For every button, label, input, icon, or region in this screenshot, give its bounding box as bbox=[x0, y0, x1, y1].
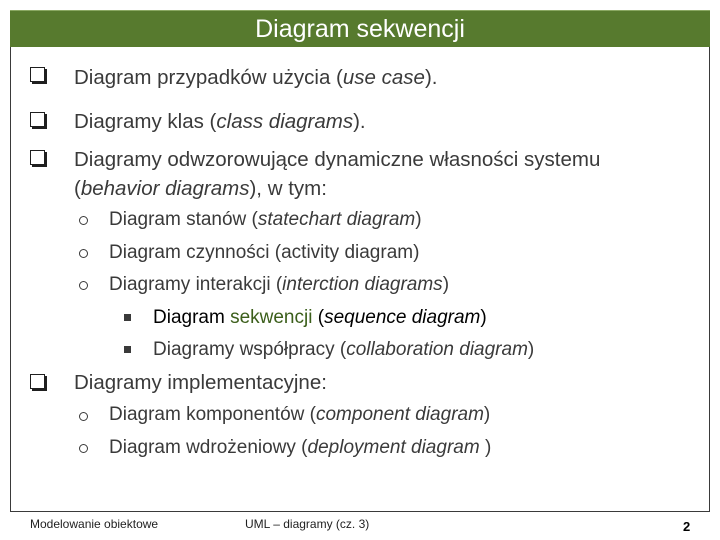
checkbox-bullet-icon bbox=[30, 374, 45, 389]
item-interaction: Diagramy interakcji (interction diagrams) bbox=[109, 274, 450, 295]
circle-bullet-icon bbox=[79, 216, 88, 225]
item-behavior-line2: (behavior diagrams), w tym: bbox=[74, 177, 327, 200]
item-activity: Diagram czynności (activity diagram) bbox=[109, 242, 420, 263]
item-implementation: Diagramy implementacyjne: bbox=[74, 371, 327, 394]
square-bullet-icon bbox=[124, 346, 131, 353]
checkbox-bullet-icon bbox=[30, 67, 45, 82]
item-collaboration: Diagramy współpracy (collaboration diagram) bbox=[153, 339, 535, 360]
item-statechart: Diagram stanów (statechart diagram) bbox=[109, 209, 422, 230]
page-number: 2 bbox=[683, 519, 691, 534]
item-behavior-line1: Diagramy odwzorowujące dynamiczne własności systemu bbox=[74, 148, 601, 171]
slide-title-bar bbox=[10, 10, 710, 47]
circle-bullet-icon bbox=[79, 412, 88, 421]
item-class-diagrams: Diagramy klas (class diagrams). bbox=[74, 110, 366, 133]
checkbox-bullet-icon bbox=[30, 150, 45, 165]
item-component: Diagram komponentów (component diagram) bbox=[109, 404, 491, 425]
circle-bullet-icon bbox=[79, 444, 88, 453]
footer-course-name: Modelowanie obiektowe bbox=[30, 517, 159, 531]
item-deployment: Diagram wdrożeniowy (deployment diagram ) bbox=[109, 437, 492, 458]
circle-bullet-icon bbox=[79, 249, 88, 258]
item-sequence-diagram: Diagram sekwencji (sequence diagram) bbox=[153, 307, 487, 328]
square-bullet-icon bbox=[124, 314, 131, 321]
item-use-case: Diagram przypadków użycia (use case). bbox=[74, 66, 438, 89]
footer-lecture-title: UML – diagramy (cz. 3) bbox=[245, 517, 370, 531]
slide-title: Diagram sekwencji bbox=[255, 14, 465, 43]
circle-bullet-icon bbox=[79, 281, 88, 290]
checkbox-bullet-icon bbox=[30, 112, 45, 127]
